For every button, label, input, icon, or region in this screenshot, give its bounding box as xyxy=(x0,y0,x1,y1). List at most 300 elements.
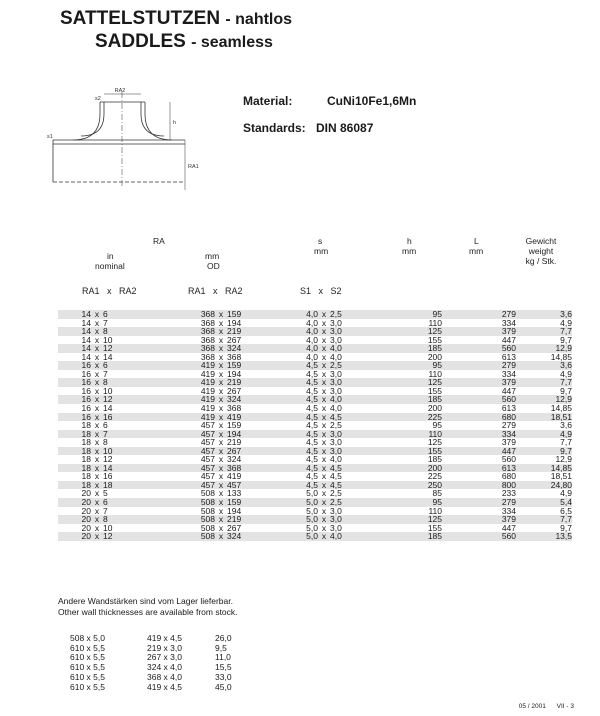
extra-row xyxy=(70,683,255,693)
page-title-de xyxy=(60,8,292,30)
cell-nominal-ra2: 18 xyxy=(103,481,185,490)
cell-h: 95 xyxy=(414,498,442,507)
cell-weight: 6,5 xyxy=(560,505,572,516)
cell-nominal-x: x xyxy=(91,515,103,524)
cell-s-x: x xyxy=(321,488,327,499)
cell-s1: 4,5 xyxy=(300,430,318,439)
extra-sizes-table xyxy=(70,634,255,692)
cell-s-x: x xyxy=(321,351,327,362)
cell-weight: 12,9 xyxy=(516,395,572,404)
cell-od-x: x xyxy=(215,327,227,336)
cell-od-ra2: 194 xyxy=(227,505,242,516)
cell-nominal-x: x xyxy=(91,447,103,456)
cell-od-x: x xyxy=(218,522,224,533)
extra-branch: 419 x 4,5 xyxy=(147,681,182,692)
cell-od-x: x xyxy=(215,532,227,541)
cell-od-ra1: 368 xyxy=(185,327,215,336)
cell-nominal-ra1: 14 xyxy=(81,317,91,328)
cell-nominal-ra2: 16 xyxy=(103,413,185,422)
cell-h: 185 xyxy=(414,532,442,541)
cell-nominal-x: x xyxy=(91,361,103,370)
cell-od-x: x xyxy=(215,310,227,319)
cell-l: 279 xyxy=(501,420,516,431)
cell-s-x: x xyxy=(321,505,327,516)
cell-s2: 4,5 xyxy=(330,471,342,482)
cell-h: 155 xyxy=(427,334,442,345)
cell-weight: 9,7 xyxy=(560,385,572,396)
cell-nominal-ra2: 12 xyxy=(103,454,113,465)
header-mm: mm xyxy=(205,251,220,261)
extra-branch: 267 x 3,0 xyxy=(147,652,182,663)
cell-nominal-ra2: 16 xyxy=(103,471,113,482)
title-en-main: SADDLES xyxy=(95,31,186,52)
cell-od-ra2: 368 xyxy=(227,351,242,362)
cell-s2: 3,0 xyxy=(330,327,414,336)
label-ra2: RA2 xyxy=(114,88,126,94)
cell-s1: 4,5 xyxy=(306,385,318,396)
cell-h: 125 xyxy=(414,327,442,336)
cell-s1: 4,5 xyxy=(306,471,318,482)
cell-od-x: x xyxy=(218,368,224,379)
cell-nominal-ra1: 14 xyxy=(81,334,91,345)
cell-l: 680 xyxy=(501,471,516,482)
cell-nominal-x: x xyxy=(94,505,100,516)
cell-nominal-ra1: 20 xyxy=(58,498,91,507)
cell-s-x: x xyxy=(318,378,330,387)
cell-l: 279 xyxy=(442,498,516,507)
cell-od-x: x xyxy=(218,317,224,328)
cell-nominal-ra2: 5 xyxy=(103,488,108,499)
cell-s-x: x xyxy=(321,334,327,345)
note-en: Other wall thicknesses are available from stock. xyxy=(58,607,238,617)
cell-s1: 4,5 xyxy=(306,420,318,431)
cell-l: 279 xyxy=(442,361,516,370)
cell-od-x: x xyxy=(218,437,224,448)
standards-value: DIN 86087 xyxy=(316,121,374,135)
cell-od-x: x xyxy=(218,385,224,396)
cell-od-ra2: 324 xyxy=(227,532,300,541)
cell-s2: 2,5 xyxy=(330,361,414,370)
cell-od-ra1: 457 xyxy=(185,447,215,456)
extra-weight: 45,0 xyxy=(215,681,232,692)
label-s2: s2 xyxy=(95,96,101,102)
header-h-mm: mm xyxy=(402,246,417,256)
cell-l: 560 xyxy=(501,454,516,465)
cell-s-x: x xyxy=(318,481,330,490)
cell-s-x: x xyxy=(321,317,327,328)
cell-weight: 12,9 xyxy=(516,344,572,353)
cell-nominal-x: x xyxy=(91,532,103,541)
cell-nominal-x: x xyxy=(94,454,100,465)
cell-nominal-ra2: 10 xyxy=(103,385,113,396)
cell-s2: 2,5 xyxy=(330,488,342,499)
cell-s2: 3,0 xyxy=(330,317,342,328)
cell-s2: 4,5 xyxy=(330,413,414,422)
cell-s2: 3,0 xyxy=(330,515,414,524)
header-weight-de: Gewicht xyxy=(525,236,557,246)
cell-od-ra1: 419 xyxy=(200,385,215,396)
cell-nominal-ra1: 20 xyxy=(81,522,91,533)
cell-od-ra2: 133 xyxy=(227,488,242,499)
cell-nominal-x: x xyxy=(94,317,100,328)
cell-s2: 3,0 xyxy=(330,430,414,439)
cell-od-x: x xyxy=(218,471,224,482)
standards-label: Standards: xyxy=(243,121,306,135)
cell-s1: 4,5 xyxy=(306,437,318,448)
cell-weight: 18,51 xyxy=(516,413,572,422)
stock-note xyxy=(58,596,238,618)
cell-od-x: x xyxy=(215,413,227,422)
cell-s-x: x xyxy=(318,327,330,336)
cell-s1: 4,0 xyxy=(300,327,318,336)
cell-s2: 2,5 xyxy=(330,310,414,319)
cell-nominal-x: x xyxy=(94,437,100,448)
cell-nominal-ra2: 14 xyxy=(103,403,113,414)
cell-weight: 14,85 xyxy=(550,403,572,414)
cell-s-x: x xyxy=(321,368,327,379)
cell-od-ra2: 267 xyxy=(227,334,242,345)
cell-od-ra1: 368 xyxy=(185,344,215,353)
extra-main: 610 x 5,5 xyxy=(70,642,105,653)
cell-nominal-ra2: 12 xyxy=(103,532,185,541)
cell-nominal-ra2: 8 xyxy=(103,378,185,387)
cell-weight: 4,9 xyxy=(560,368,572,379)
title-de-sub: - nahtlos xyxy=(225,11,293,28)
cell-nominal-ra1: 18 xyxy=(81,471,91,482)
cell-s2: 3,0 xyxy=(330,447,414,456)
cell-nominal-x: x xyxy=(94,385,100,396)
header-in: in xyxy=(107,251,114,261)
cell-h: 95 xyxy=(432,420,442,431)
cell-od-ra1: 419 xyxy=(200,368,215,379)
cell-weight: 7,7 xyxy=(516,327,572,336)
cell-nominal-x: x xyxy=(94,351,100,362)
cell-s2: 3,0 xyxy=(330,378,414,387)
cell-weight: 7,7 xyxy=(560,437,572,448)
cell-s2: 4,0 xyxy=(330,395,414,404)
cell-s-x: x xyxy=(321,437,327,448)
cell-l: 447 xyxy=(442,447,516,456)
header-l-mm: mm xyxy=(469,246,484,256)
cell-weight: 4,9 xyxy=(560,488,572,499)
cell-h: 200 xyxy=(414,464,442,473)
cell-h: 155 xyxy=(414,447,442,456)
cell-nominal-x: x xyxy=(91,481,103,490)
cell-s-x: x xyxy=(321,403,327,414)
cell-od-ra2: 194 xyxy=(227,317,242,328)
cell-l: 680 xyxy=(442,413,516,422)
cell-weight: 14,85 xyxy=(516,464,572,473)
cell-nominal-x: x xyxy=(91,344,103,353)
cell-h: 155 xyxy=(427,385,442,396)
cell-od-ra1: 457 xyxy=(200,454,215,465)
cell-od-x: x xyxy=(218,488,224,499)
cell-od-x: x xyxy=(215,464,227,473)
cell-h: 85 xyxy=(432,488,442,499)
cell-s1: 5,0 xyxy=(306,522,318,533)
cell-od-ra1: 419 xyxy=(185,413,215,422)
cell-weight: 7,7 xyxy=(516,378,572,387)
cell-nominal-ra1: 18 xyxy=(81,454,91,465)
cell-od-ra2: 219 xyxy=(227,515,300,524)
cell-weight: 3,6 xyxy=(560,420,572,431)
cell-l: 613 xyxy=(501,403,516,414)
cell-od-ra2: 159 xyxy=(227,361,300,370)
extra-weight: 15,5 xyxy=(215,662,232,673)
cell-nominal-ra2: 7 xyxy=(103,505,108,516)
cell-od-x: x xyxy=(218,351,224,362)
header-s-mm: mm xyxy=(314,246,329,256)
cell-nominal-x: x xyxy=(91,378,103,387)
cell-nominal-ra2: 12 xyxy=(103,395,185,404)
header-nominal: nominal xyxy=(95,261,125,271)
cell-nominal-ra1: 18 xyxy=(58,430,91,439)
cell-h: 185 xyxy=(414,395,442,404)
cell-nominal-ra1: 16 xyxy=(81,403,91,414)
cell-l: 800 xyxy=(442,481,516,490)
cell-l: 334 xyxy=(501,317,516,328)
cell-od-ra2: 267 xyxy=(227,447,300,456)
cell-od-ra1: 457 xyxy=(200,420,215,431)
cell-nominal-ra2: 6 xyxy=(103,420,108,431)
cell-l: 560 xyxy=(442,395,516,404)
header-od: OD xyxy=(207,261,220,271)
cell-od-ra2: 194 xyxy=(227,368,242,379)
extra-branch: 419 x 4,5 xyxy=(147,633,182,643)
cell-l: 560 xyxy=(442,344,516,353)
cell-h: 110 xyxy=(428,505,442,516)
cell-nominal-ra2: 6 xyxy=(103,361,185,370)
cell-od-x: x xyxy=(215,361,227,370)
cell-nominal-x: x xyxy=(94,403,100,414)
cell-od-ra2: 368 xyxy=(227,403,242,414)
extra-main: 610 x 5,5 xyxy=(70,681,105,692)
extra-branch: 368 x 4,0 xyxy=(147,671,182,682)
cell-od-ra2: 159 xyxy=(227,310,300,319)
cell-nominal-ra2: 10 xyxy=(103,522,113,533)
cell-od-ra1: 368 xyxy=(200,334,215,345)
cell-h: 200 xyxy=(427,403,442,414)
cell-s1: 4,0 xyxy=(300,310,318,319)
cell-nominal-x: x xyxy=(91,498,103,507)
page-footer: 05 / 2001 VII - 3 xyxy=(518,703,574,710)
cell-od-ra1: 419 xyxy=(185,378,215,387)
cell-h: 110 xyxy=(428,368,442,379)
cell-nominal-ra2: 14 xyxy=(103,351,113,362)
cell-s1: 5,0 xyxy=(300,532,318,541)
cell-od-ra2: 419 xyxy=(227,471,242,482)
subheader-thickness: S1 x S2 xyxy=(300,286,342,296)
cell-nominal-ra2: 6 xyxy=(103,498,185,507)
cell-s-x: x xyxy=(318,395,330,404)
cell-s2: 3,0 xyxy=(330,385,342,396)
cell-h: 95 xyxy=(414,310,442,319)
cell-h: 110 xyxy=(414,430,442,439)
cell-od-x: x xyxy=(218,505,224,516)
extra-branch: 219 x 3,0 xyxy=(147,642,182,653)
cell-h: 185 xyxy=(414,344,442,353)
cell-nominal-ra2: 8 xyxy=(103,437,108,448)
cell-s-x: x xyxy=(318,447,330,456)
extra-main: 610 x 5,5 xyxy=(70,662,105,673)
cell-nominal-x: x xyxy=(94,334,100,345)
cell-nominal-ra1: 14 xyxy=(58,327,91,336)
cell-od-ra2: 194 xyxy=(227,430,300,439)
cell-l: 379 xyxy=(442,327,516,336)
cell-od-ra1: 508 xyxy=(185,498,215,507)
cell-l: 447 xyxy=(501,522,516,533)
cell-nominal-x: x xyxy=(94,368,100,379)
cell-s2: 4,0 xyxy=(330,532,414,541)
cell-od-ra2: 219 xyxy=(227,378,300,387)
cell-weight: 12,9 xyxy=(555,454,572,465)
cell-nominal-ra2: 7 xyxy=(103,430,185,439)
cell-s1: 4,0 xyxy=(306,351,318,362)
cell-s-x: x xyxy=(321,471,327,482)
cell-nominal-ra1: 16 xyxy=(58,378,91,387)
cell-nominal-ra1: 14 xyxy=(58,310,91,319)
cell-nominal-ra1: 14 xyxy=(58,344,91,353)
cell-s-x: x xyxy=(321,420,327,431)
cell-l: 334 xyxy=(442,430,516,439)
cell-nominal-ra2: 14 xyxy=(103,464,185,473)
title-en-sub: - seamless xyxy=(191,34,273,51)
cell-od-ra1: 368 xyxy=(200,317,215,328)
cell-weight: 3,6 xyxy=(516,361,572,370)
cell-s-x: x xyxy=(318,413,330,422)
cell-weight: 18,51 xyxy=(550,471,572,482)
cell-nominal-ra2: 12 xyxy=(103,344,185,353)
cell-od-ra2: 219 xyxy=(227,327,300,336)
cell-weight: 3,6 xyxy=(516,310,572,319)
cell-nominal-x: x xyxy=(91,413,103,422)
cell-l: 613 xyxy=(442,464,516,473)
extra-main: 610 x 5,5 xyxy=(70,652,105,663)
cell-od-ra2: 267 xyxy=(227,522,242,533)
cell-nominal-ra1: 18 xyxy=(81,437,91,448)
page-title-en xyxy=(95,31,273,53)
cell-s1: 5,0 xyxy=(306,505,318,516)
cell-weight: 24,80 xyxy=(516,481,572,490)
cell-weight: 14,85 xyxy=(550,351,572,362)
cell-od-ra2: 324 xyxy=(227,395,300,404)
cell-s-x: x xyxy=(321,385,327,396)
cell-s2: 4,0 xyxy=(330,351,342,362)
cell-h: 225 xyxy=(427,471,442,482)
cell-l: 279 xyxy=(442,310,516,319)
cell-od-ra1: 457 xyxy=(200,471,215,482)
cell-s2: 4,5 xyxy=(330,481,414,490)
cell-od-ra1: 508 xyxy=(200,522,215,533)
label-h: h xyxy=(173,120,177,126)
cell-s-x: x xyxy=(318,498,330,507)
header-s: s xyxy=(318,236,323,246)
cell-h: 200 xyxy=(427,351,442,362)
cell-nominal-x: x xyxy=(94,471,100,482)
cell-l: 560 xyxy=(442,532,516,541)
cell-od-x: x xyxy=(215,447,227,456)
cell-l: 334 xyxy=(501,505,516,516)
cell-od-ra1: 508 xyxy=(185,515,215,524)
cell-od-ra2: 324 xyxy=(227,454,242,465)
cell-nominal-ra1: 16 xyxy=(81,385,91,396)
cell-s2: 4,0 xyxy=(330,403,342,414)
cell-od-x: x xyxy=(218,454,224,465)
cell-nominal-x: x xyxy=(94,488,100,499)
cell-nominal-x: x xyxy=(91,464,103,473)
cell-nominal-x: x xyxy=(94,420,100,431)
cell-od-ra2: 159 xyxy=(227,498,300,507)
cell-s1: 4,5 xyxy=(306,403,318,414)
cell-s1: 4,5 xyxy=(300,481,318,490)
cell-l: 379 xyxy=(442,378,516,387)
cell-s1: 4,0 xyxy=(300,344,318,353)
cell-s2: 3,0 xyxy=(330,334,342,345)
material-value: CuNi10Fe1,6Mn xyxy=(327,94,417,108)
cell-s2: 4,5 xyxy=(330,464,414,473)
cell-s-x: x xyxy=(321,454,327,465)
cell-nominal-ra1: 18 xyxy=(58,464,91,473)
subheader-mm: RA1 x RA2 xyxy=(188,286,243,296)
cell-nominal-x: x xyxy=(94,522,100,533)
cell-s2: 3,0 xyxy=(330,368,342,379)
cell-weight: 9,7 xyxy=(516,447,572,456)
cell-weight: 7,7 xyxy=(516,515,572,524)
cell-od-ra1: 457 xyxy=(185,430,215,439)
cell-h: 125 xyxy=(414,515,442,524)
cell-od-x: x xyxy=(215,378,227,387)
cell-s1: 4,5 xyxy=(300,378,318,387)
cell-s-x: x xyxy=(318,361,330,370)
cell-s2: 2,5 xyxy=(330,420,342,431)
cell-od-x: x xyxy=(218,334,224,345)
cell-h: 225 xyxy=(414,413,442,422)
cell-s1: 5,0 xyxy=(300,498,318,507)
header-weight-en: weight xyxy=(528,246,554,256)
cell-od-ra2: 159 xyxy=(227,420,242,431)
cell-od-ra1: 508 xyxy=(185,532,215,541)
cell-l: 379 xyxy=(442,515,516,524)
cell-nominal-x: x xyxy=(91,430,103,439)
cell-nominal-ra2: 7 xyxy=(103,368,108,379)
cell-s2: 3,0 xyxy=(330,437,342,448)
cell-s2: 4,0 xyxy=(330,344,414,353)
cell-od-ra1: 457 xyxy=(185,464,215,473)
cell-od-ra2: 267 xyxy=(227,385,242,396)
header-weight-unit: kg / Stk. xyxy=(525,256,557,266)
cell-nominal-x: x xyxy=(91,395,103,404)
cell-s1: 4,5 xyxy=(306,368,318,379)
label-ra1: RA1 xyxy=(188,164,199,170)
cell-s2: 2,5 xyxy=(330,498,414,507)
cell-nominal-ra1: 16 xyxy=(58,395,91,404)
cell-od-x: x xyxy=(218,403,224,414)
saddle-drawing xyxy=(45,82,199,194)
cell-s-x: x xyxy=(318,430,330,439)
cell-nominal-ra2: 7 xyxy=(103,317,108,328)
cell-od-ra1: 419 xyxy=(185,395,215,404)
cell-s1: 4,5 xyxy=(300,447,318,456)
cell-nominal-ra1: 16 xyxy=(58,361,91,370)
cell-nominal-x: x xyxy=(91,327,103,336)
cell-s1: 4,5 xyxy=(300,361,318,370)
cell-weight: 5,4 xyxy=(516,498,572,507)
cell-nominal-ra1: 20 xyxy=(58,532,91,541)
cell-weight: 9,7 xyxy=(560,522,572,533)
cell-s-x: x xyxy=(318,310,330,319)
cell-od-x: x xyxy=(215,430,227,439)
cell-s-x: x xyxy=(318,344,330,353)
